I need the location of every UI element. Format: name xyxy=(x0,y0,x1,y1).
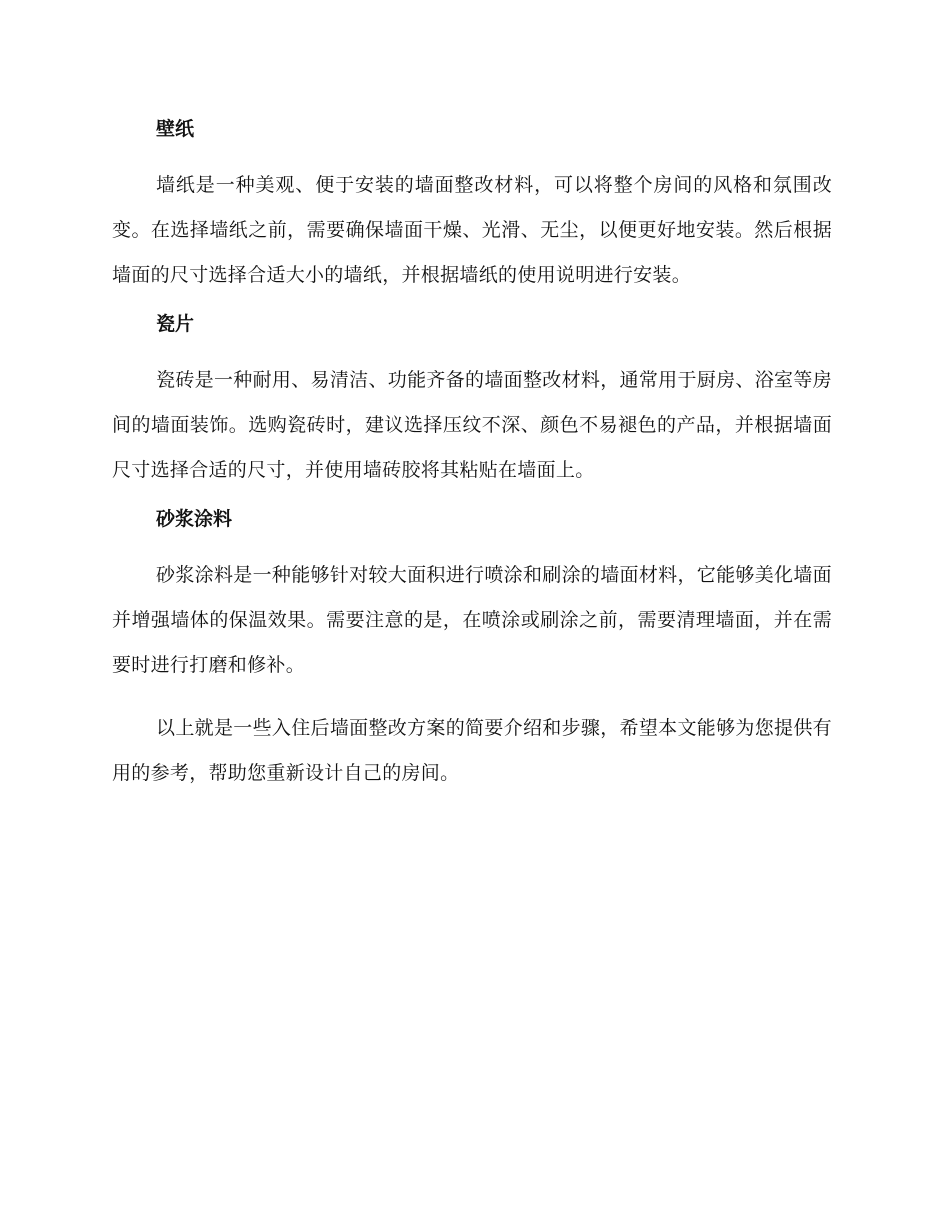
document-page xyxy=(112,113,832,804)
section-wallpaper xyxy=(112,113,832,298)
section-heading: 砂浆涂料 xyxy=(156,508,233,530)
section-paragraph: 瓷砖是一种耐用、易清洁、功能齐备的墙面整改材料，通常用于厨房、浴室等房间的墙面装饰。选购瓷砖时，建议选择压纹不深、颜色不易褪色的产品，并根据墙面尺寸选择合适的尺寸，并使用墙砖胶将其粘贴在墙面上。 xyxy=(112,369,832,481)
section-paragraph: 墙纸是一种美观、便于安装的墙面整改材料，可以将整个房间的风格和氛围改变。在选择墙纸之前，需要确保墙面干燥、光滑、无尘，以便更好地安装。然后根据墙面的尺寸选择合适大小的墙纸，并根据墙纸的使用说明进行安装。 xyxy=(112,174,832,286)
section-mortar-coating xyxy=(112,503,832,688)
section-tiles xyxy=(112,308,832,493)
closing-paragraph: 以上就是一些入住后墙面整改方案的简要介绍和步骤，希望本文能够为您提供有用的参考，帮助您重新设计自己的房间。 xyxy=(112,717,832,784)
section-heading: 瓷片 xyxy=(156,313,195,335)
section-paragraph: 砂浆涂料是一种能够针对较大面积进行喷涂和刷涂的墙面材料，它能够美化墙面并增强墙体的保温效果。需要注意的是，在喷涂或刷涂之前，需要清理墙面，并在需要时进行打磨和修补。 xyxy=(112,564,832,676)
section-heading: 壁纸 xyxy=(156,118,195,140)
